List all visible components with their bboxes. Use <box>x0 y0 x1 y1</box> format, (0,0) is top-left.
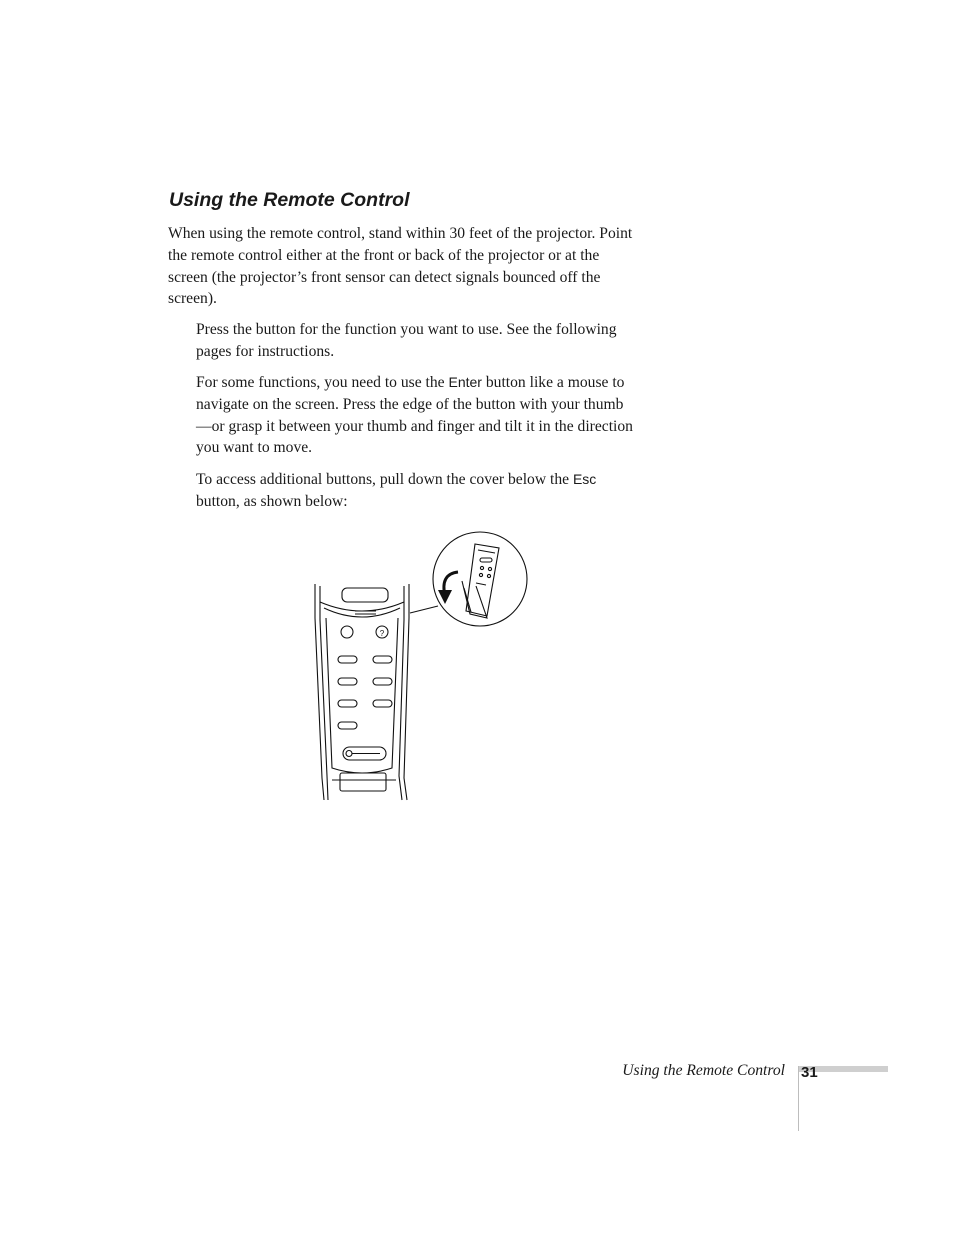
remote-control-drawing <box>310 528 532 802</box>
cover-text-after: button, as shown below: <box>196 492 348 510</box>
help-button-symbol: ? <box>379 629 385 638</box>
enter-text-after: button like a mouse to navigate on the screen. Press the edge of the button with your thumb—or grasp it between your thumb and finger and tilt it in the direction you want to move. <box>196 374 633 457</box>
step-paragraph-enter <box>196 372 636 459</box>
page-number: 31 <box>801 1064 818 1081</box>
remote-cover-illustration <box>310 528 532 802</box>
step-paragraph-cover <box>196 469 636 513</box>
intro-paragraph: When using the remote control, stand within 30 feet of the projector. Point the remote control either at the front or back of the projector or at the screen (the projector’s front sensor can detect signals bounced off the screen). <box>168 225 633 308</box>
footer-vertical-rule <box>798 1066 799 1131</box>
esc-key-label: Esc <box>572 471 597 487</box>
enter-text-before: For some functions, you need to use the <box>196 374 449 391</box>
cover-text-before: To access additional buttons, pull down the cover below the <box>196 471 573 488</box>
running-footer-title: Using the Remote Control <box>622 1062 785 1079</box>
section-heading: Using the Remote Control <box>169 189 410 211</box>
enter-key-label: Enter <box>448 374 482 390</box>
step-paragraph-press: Press the button for the function you want to use. See the following pages for instructions. <box>196 321 617 360</box>
